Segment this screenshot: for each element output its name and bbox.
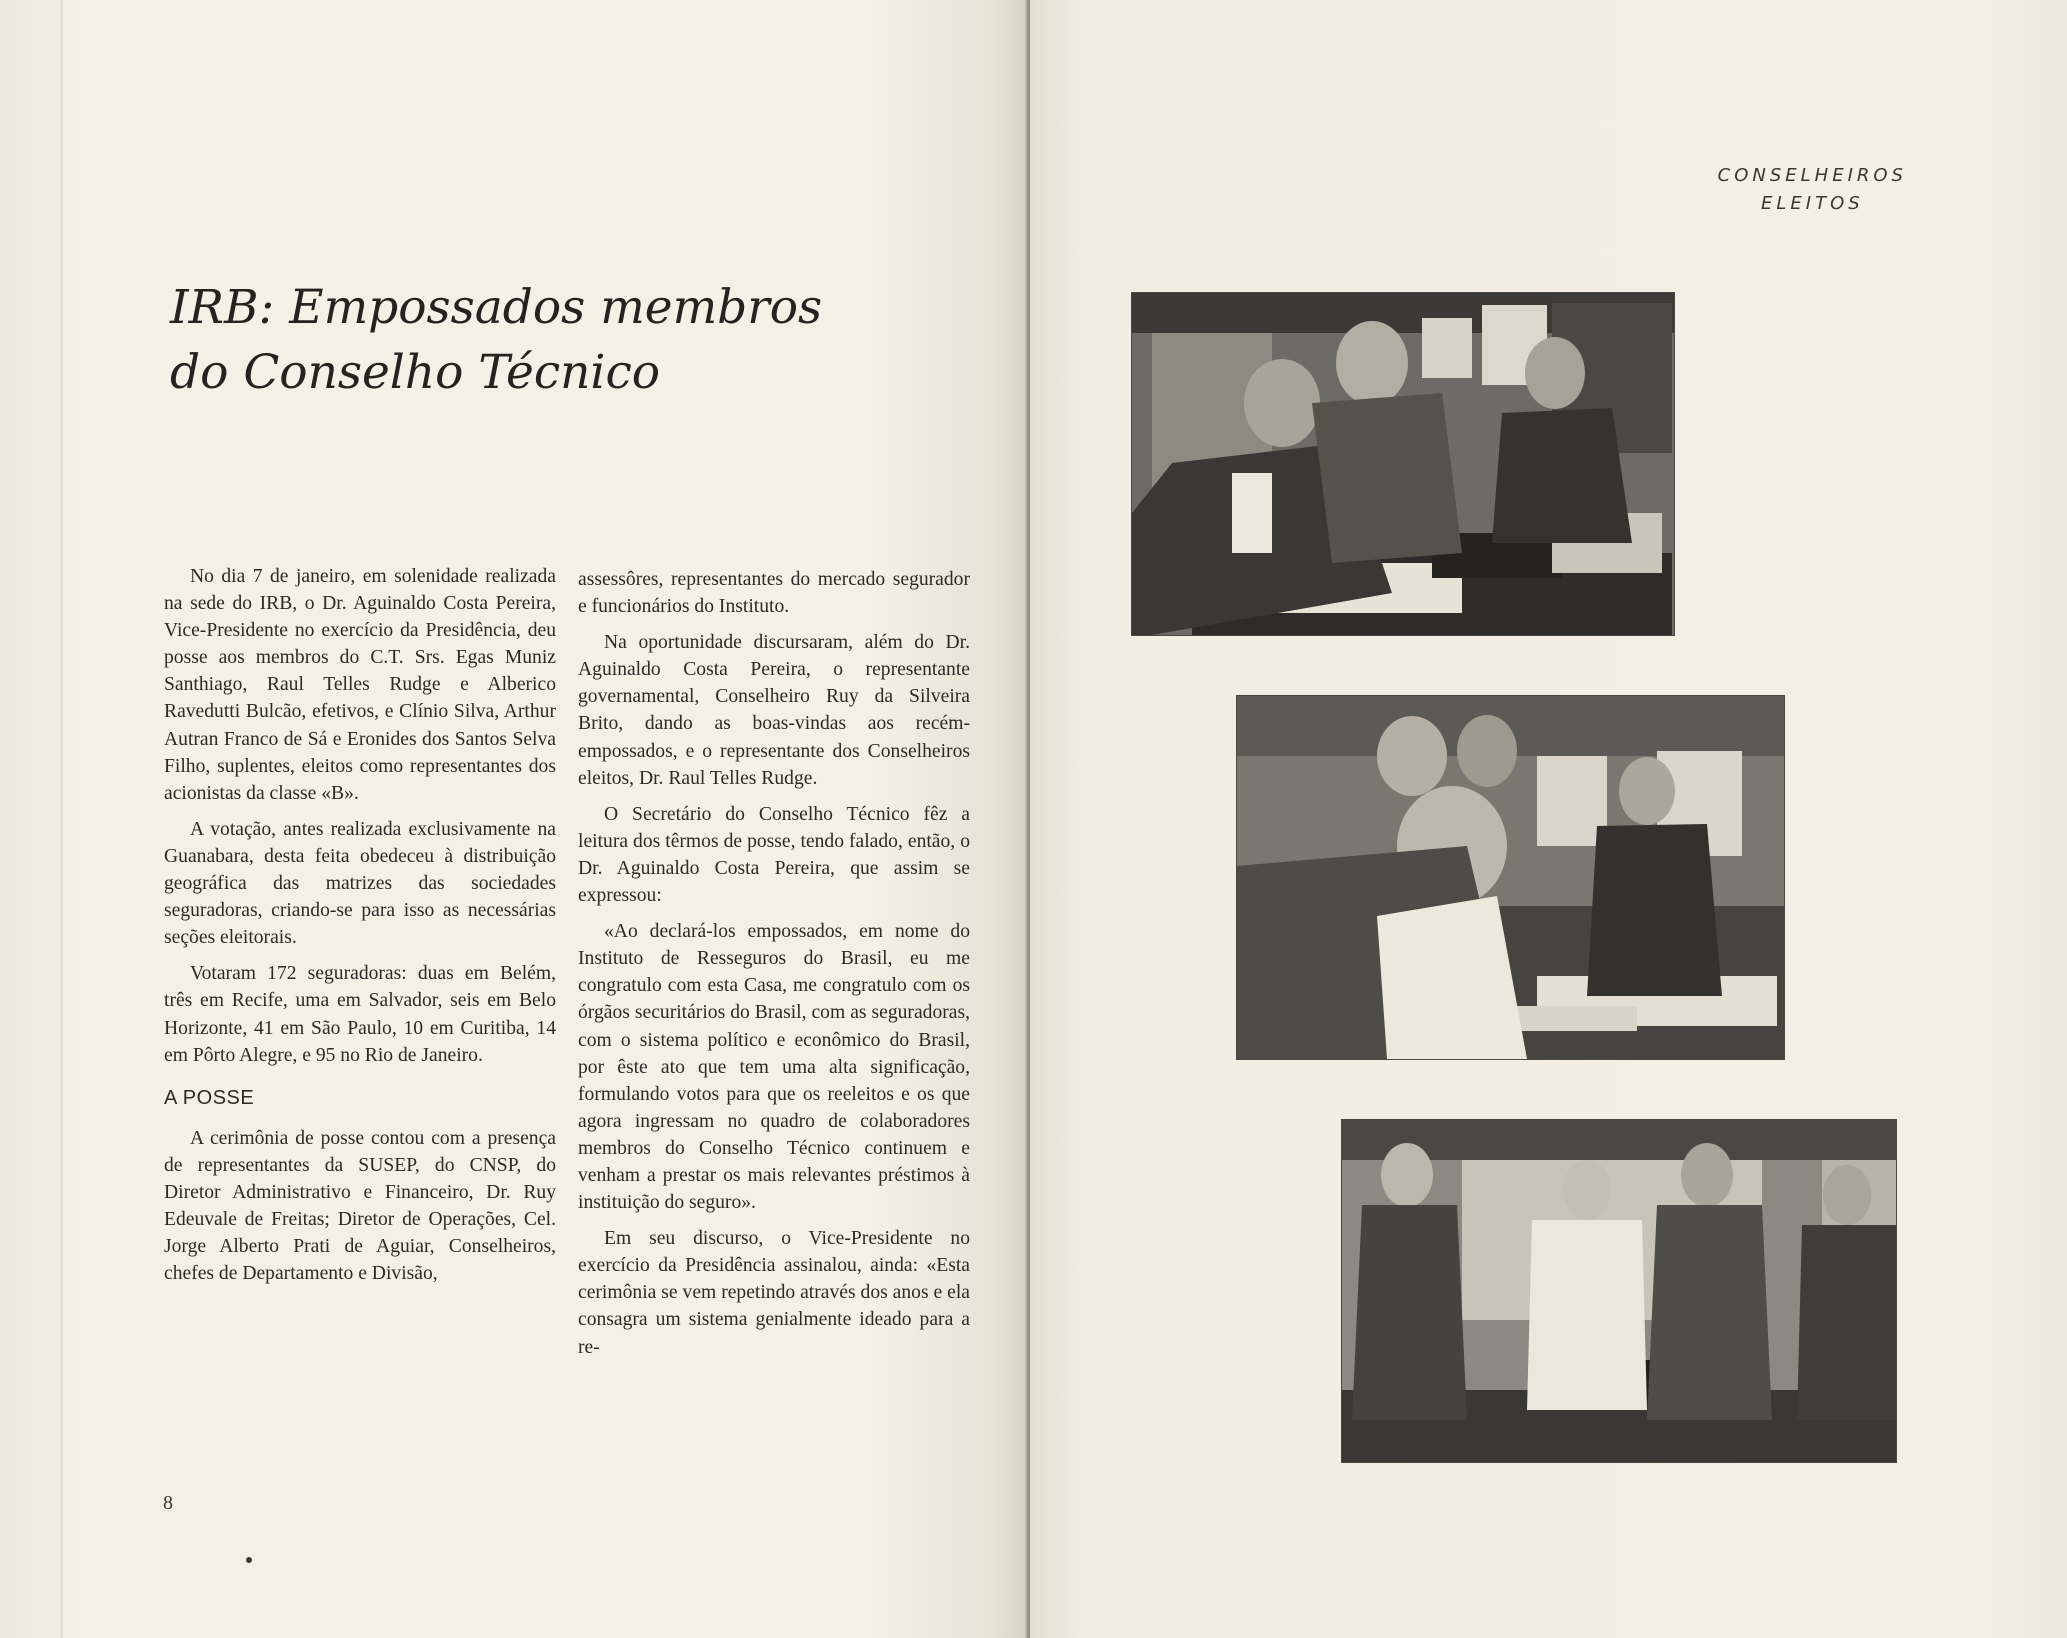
paragraph: Em seu discurso, o Vice-Presidente no exercício da Presidência assinalou, ainda: «Esta cerimônia se vem repetindo através dos anos e ela consagra um sistema genialmente ideado para a re- xyxy=(578,1228,970,1358)
section-label-line-1: CONSELHEIROS xyxy=(1717,165,1907,186)
paragraph: No dia 7 de janeiro, em solenidade realizada na sede do IRB, o Dr. Aguinaldo Costa Pereira, Vice-Presidente no exercício da Presidência, deu posse aos membros do C.T. Srs. Egas Muniz Santhiago, Raul Telles Rudge e Alberico Ravedutti Bulcão, efetivos, e Clínio Silva, Arthur Autran Franco de Sá e Eronides dos Santos Selva Filho, suplentes, eleitos como representantes dos acionistas da classe «B». xyxy=(164,566,556,804)
paragraph: O Secretário do Conselho Técnico fêz a leitura dos têrmos de posse, tendo falado, então, o Dr. Aguinaldo Costa Pereira, que assim se expressou: xyxy=(578,803,970,907)
photo-signing-ceremony-2 xyxy=(1236,695,1785,1060)
paragraph: Votaram 172 seguradoras: duas em Belém, três em Recife, uma em Salvador, seis em Belo Horizonte, 41 em São Paulo, 10 em Curitiba, 14 em Pôrto Alegre, e 95 no Rio de Janeiro. xyxy=(164,963,556,1066)
title-line-1: IRB: Empossados membros xyxy=(170,280,823,335)
page-number: 8 xyxy=(163,1492,173,1514)
article-title xyxy=(170,275,870,405)
paragraph: Na oportunidade discursaram, além do Dr. Aguinaldo Costa Pereira, o representante governamental, Conselheiro Ruy da Silveira Brito, dando as boas-vindas aos recém-empossados, e o representante dos Conselheiros eleitos, Dr. Raul Telles Rudge. xyxy=(578,632,970,789)
text-column-1 xyxy=(164,563,556,1296)
section-label-line-2: ELEITOS xyxy=(1760,193,1864,214)
photo-signing-ceremony-1 xyxy=(1131,292,1675,636)
paragraph: assessôres, representantes do mercado segurador e funcionários do Instituto. xyxy=(578,569,970,618)
left-page xyxy=(0,0,1027,1638)
ink-dot xyxy=(246,1557,252,1563)
title-line-2: do Conselho Técnico xyxy=(170,345,661,400)
photo-group-standing xyxy=(1341,1119,1897,1463)
paragraph: A votação, antes realizada exclusivamente na Guanabara, desta feita obedeceu à distribuição geográfica das matrizes das sociedades seguradoras, criando-se para isso as necessárias seções eleitorais. xyxy=(164,818,556,949)
section-label xyxy=(1718,162,1907,218)
paragraph: «Ao declará-los empossados, em nome do Instituto de Resseguros do Brasil, eu me congratulo com esta Casa, me congratulo com os órgãos securitários do Brasil, com as seguradoras, com o sistema político e econômico do Brasil, por êste ato que tem uma alta significação, formulando votos para que os reeleitos e os que agora ingressam no quadro de colaboradores membros do Conselho Técnico continuem e venham a prestar os mais relevantes préstimos à instituição do seguro». xyxy=(578,921,970,1214)
text-column-2 xyxy=(578,566,970,1370)
page-crease xyxy=(60,0,63,1638)
paragraph: A cerimônia de posse contou com a presença de representantes da SUSEP, do CNSP, do Diretor Administrativo e Financeiro, Dr. Ruy Edeuvale de Freitas; Diretor de Operações, Cel. Jorge Alberto Prati de Aguiar, Conselheiros, chefes de Departamento e Divisão, xyxy=(164,1127,556,1285)
section-heading: A POSSE xyxy=(164,1086,255,1109)
